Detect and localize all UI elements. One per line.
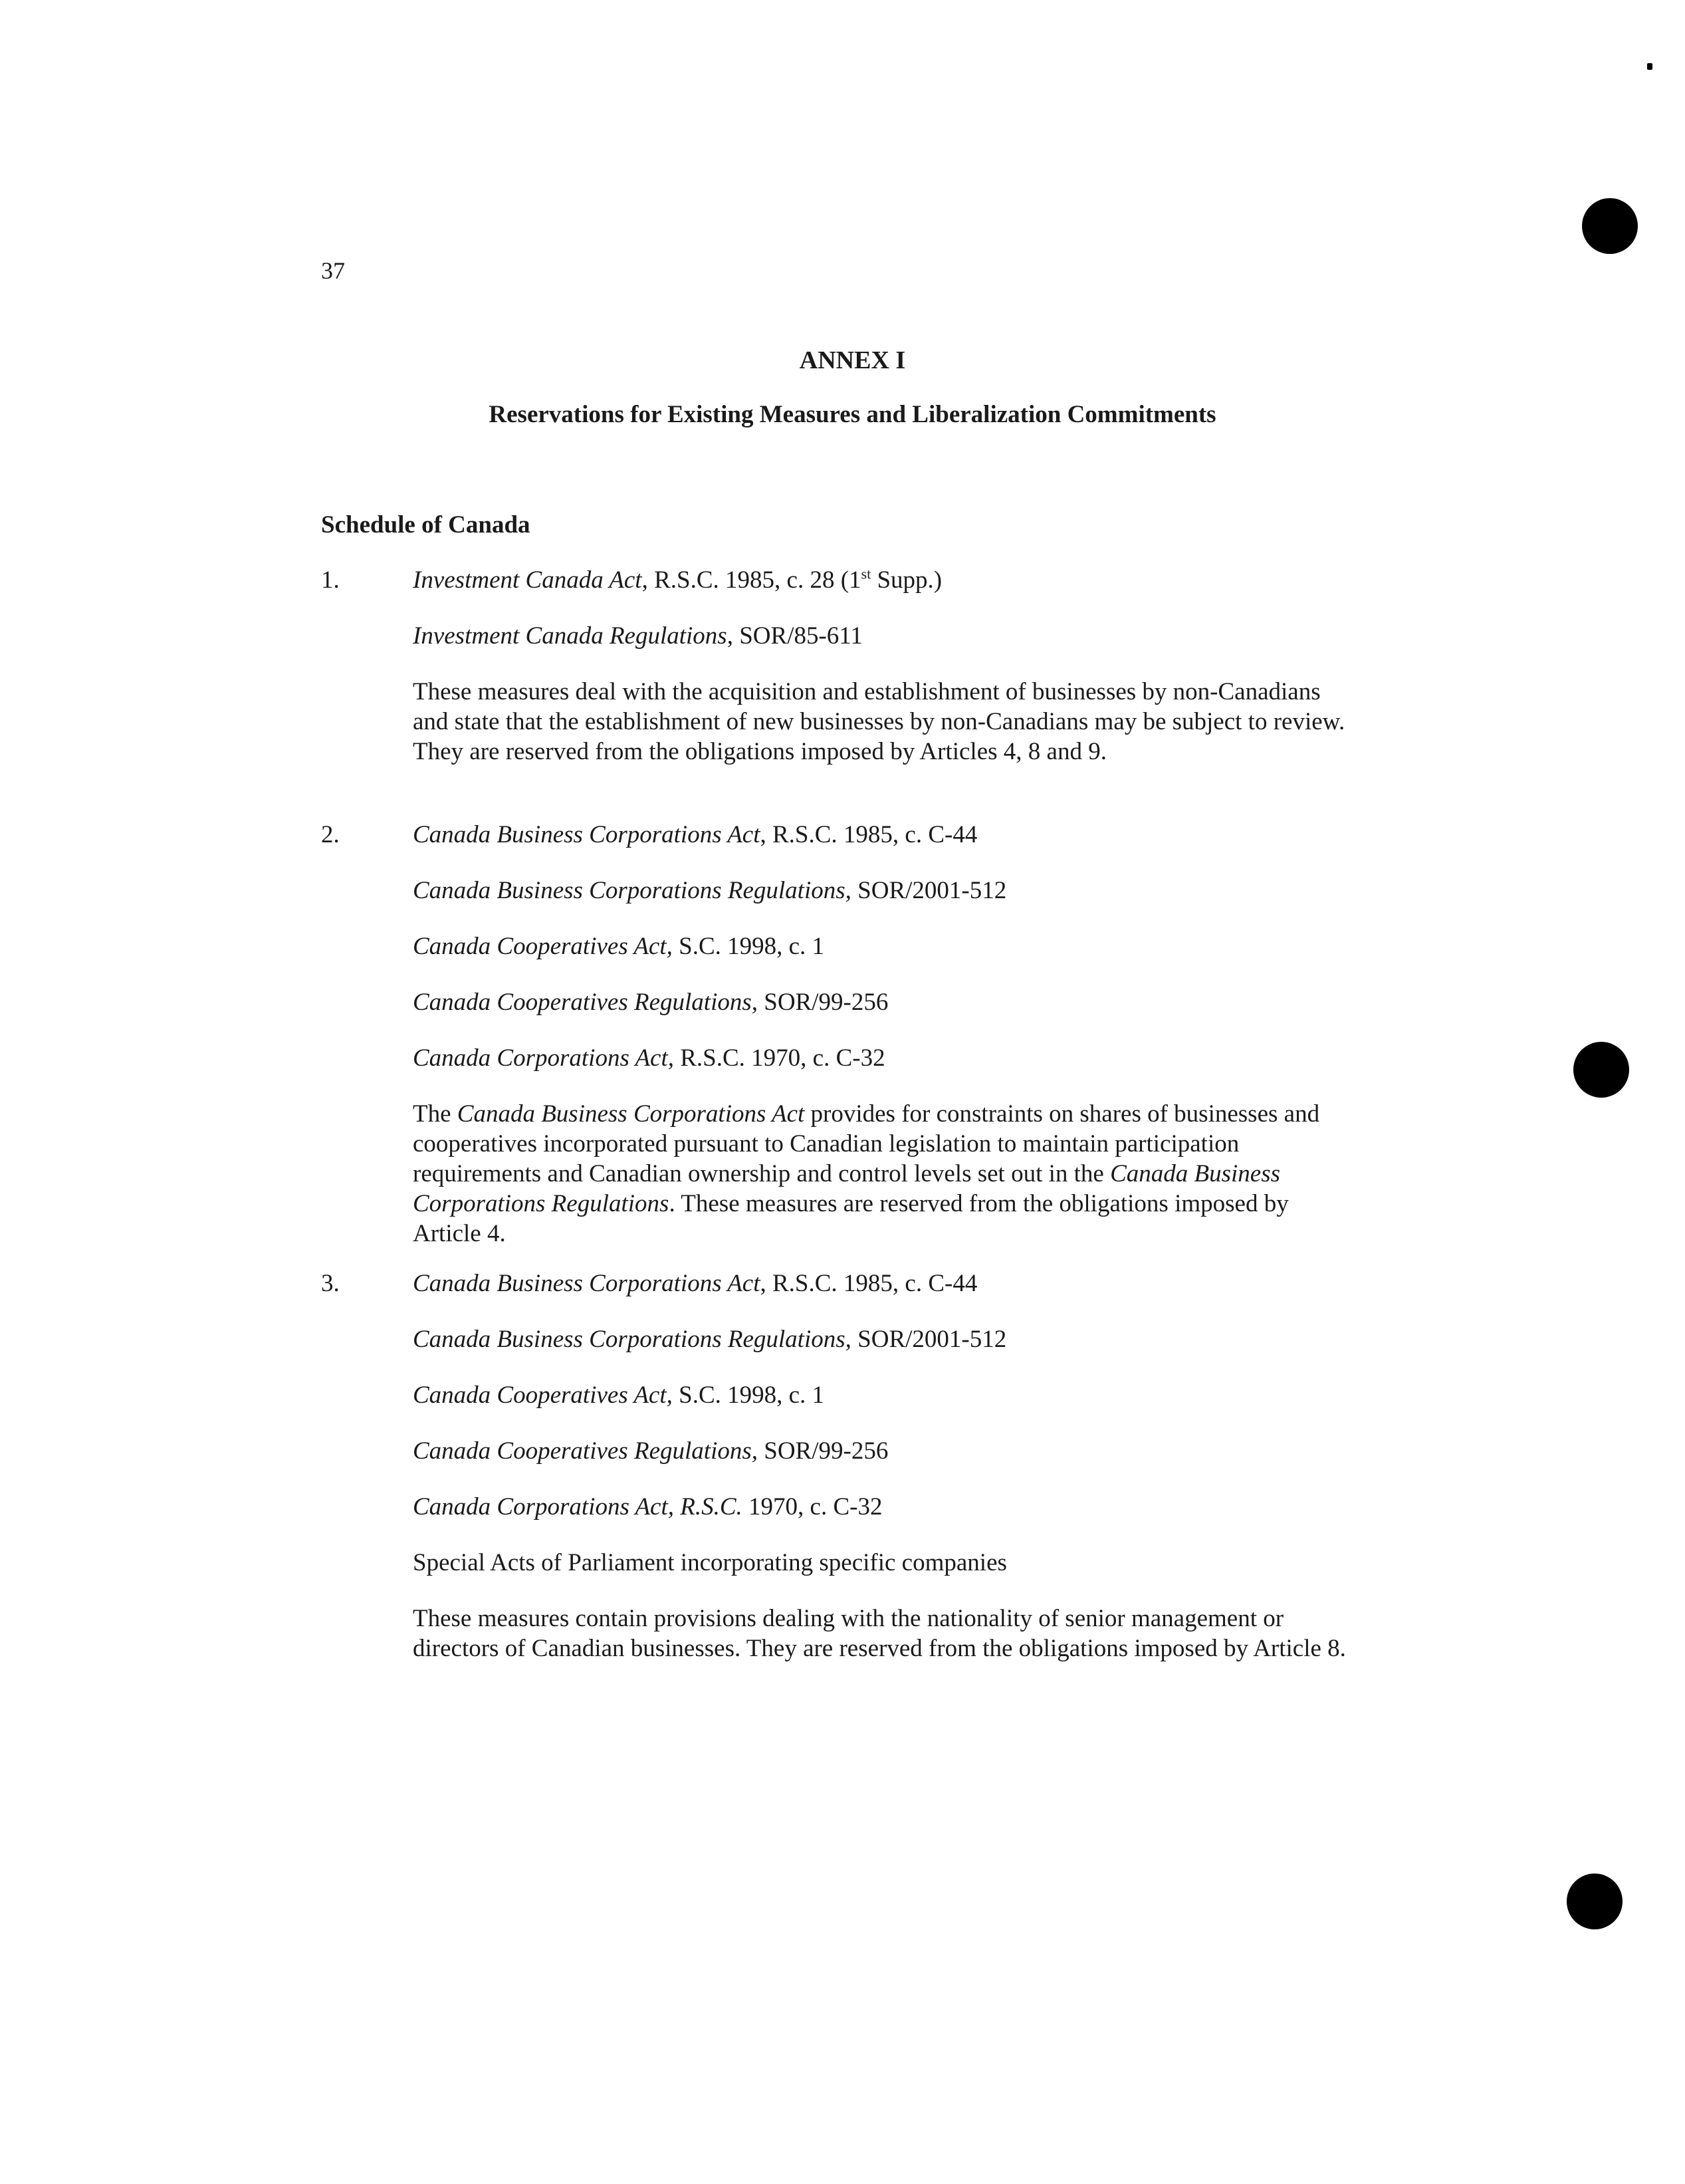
measure-citation: Canada Cooperatives Act, S.C. 1998, c. 1 bbox=[413, 933, 825, 960]
item-description: The Canada Business Corporations Act provides for constraints on shares of businesses and cooperatives incorporated pursuant to Canadian legislation to maintain participation requirements and Canadian ownership and control levels set out in the Canada Business Corporations Regulations. These measures are reserved from the obligations imposed by Article 4. bbox=[413, 1100, 1320, 1247]
measure-citation: Investment Canada Regulations, SOR/85-611 bbox=[413, 622, 863, 650]
extra-line: Special Acts of Parliament incorporating specific companies bbox=[413, 1549, 1007, 1576]
punch-hole-top bbox=[1582, 198, 1638, 254]
item-description: These measures deal with the acquisition and establishment of businesses by non-Canadians and state that the establishment of new businesses by non-Canadians may be subject to review. They are reserved from the obligations imposed by Articles 4, 8 and 9. bbox=[413, 678, 1345, 765]
item-body bbox=[413, 820, 1357, 1249]
item-number: 3. bbox=[321, 1270, 340, 1297]
measure-citation: Canada Business Corporations Regulations, SOR/2001-512 bbox=[413, 1326, 1007, 1353]
item-number: 2. bbox=[321, 821, 340, 848]
measure-citation: Canada Corporations Act, R.S.C. 1970, c. C-32 bbox=[413, 1044, 885, 1072]
measure-citation: Canada Cooperatives Regulations, SOR/99-256 bbox=[413, 989, 889, 1016]
measure-citation: Canada Cooperatives Regulations, SOR/99-256 bbox=[413, 1437, 889, 1465]
measure-citation: Canada Business Corporations Act, R.S.C. 1985, c. C-44 bbox=[413, 821, 978, 848]
schedule-heading: Schedule of Canada bbox=[321, 511, 530, 539]
measure-citation: Canada Business Corporations Regulations, SOR/2001-512 bbox=[413, 877, 1007, 904]
page-number: 37 bbox=[321, 257, 345, 284]
punch-hole-bottom bbox=[1567, 1874, 1623, 1929]
punch-hole-middle bbox=[1573, 1042, 1629, 1098]
measure-citation: Investment Canada Act, R.S.C. 1985, c. 28 (1st Supp.) bbox=[413, 565, 943, 594]
item-number: 1. bbox=[321, 566, 340, 594]
annex-subtitle: Reservations for Existing Measures and Liberalization Commitments bbox=[489, 401, 1216, 428]
scan-speck bbox=[1647, 63, 1652, 70]
annex-title: ANNEX I bbox=[799, 346, 906, 374]
item-description: These measures contain provisions dealing with the nationality of senior management or directors of Canadian businesses. They are reserved from the obligations imposed by Article 8. bbox=[413, 1605, 1346, 1662]
measure-citation: Canada Business Corporations Act, R.S.C. 1985, c. C-44 bbox=[413, 1270, 978, 1297]
measure-citation: Canada Corporations Act, R.S.C. 1970, c. C-32 bbox=[413, 1493, 883, 1520]
measure-citation: Canada Cooperatives Act, S.C. 1998, c. 1 bbox=[413, 1382, 825, 1409]
item-body bbox=[413, 565, 1357, 767]
item-body bbox=[413, 1269, 1357, 1663]
